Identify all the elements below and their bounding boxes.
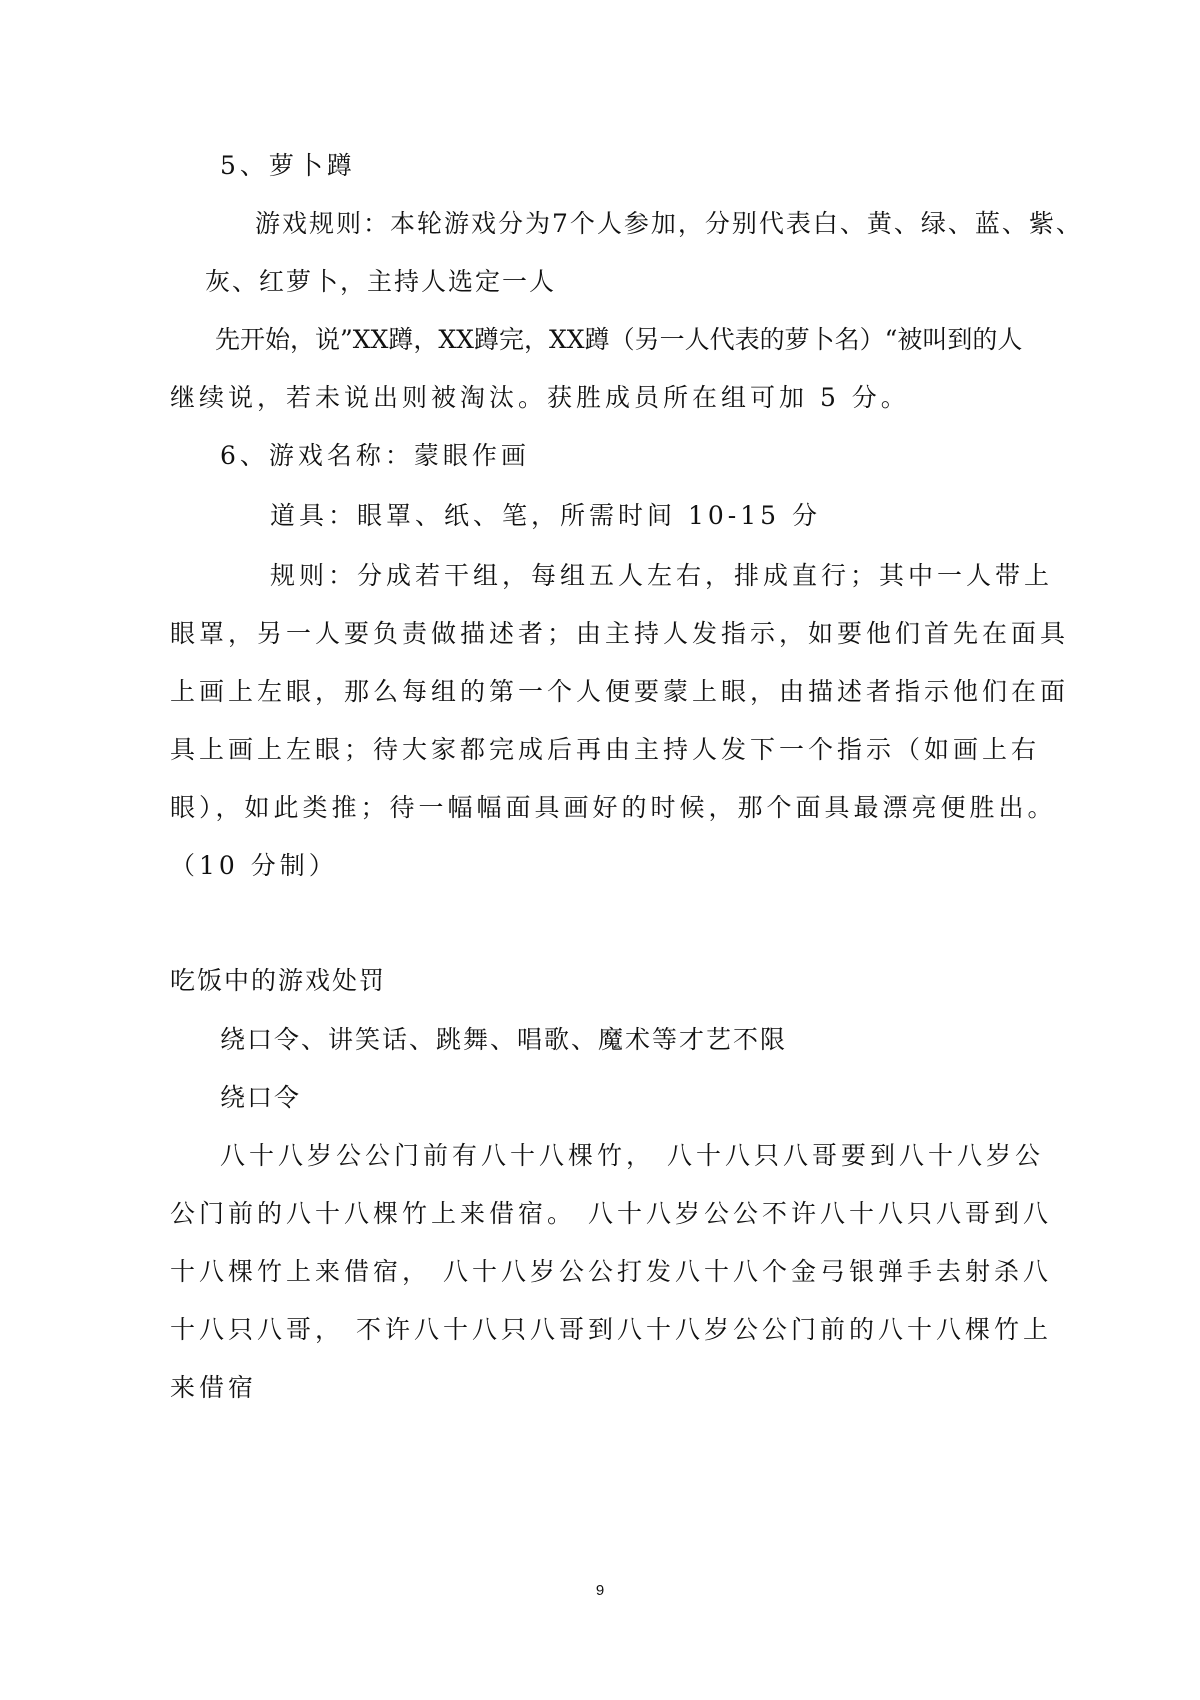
tongue-twister-line-1: 八十八岁公公门前有八十八棵竹， 八十八只八哥要到八十八岁公 (220, 1141, 1044, 1170)
penalty-heading: 吃饭中的游戏处罚 (170, 966, 387, 995)
tongue-twister-line-5: 来借宿 (170, 1373, 258, 1402)
section-6-line-1: 规则：分成若干组，每组五人左右，排成直行；其中一人带上 (270, 561, 1054, 590)
tongue-twister-line-4: 十八只八哥， 不许八十八只八哥到八十八岁公公门前的八十八棵竹上 (170, 1315, 1052, 1344)
section-5-line-2: 灰、红萝卜，主持人选定一人 (205, 267, 557, 296)
section-6-line-5: 眼），如此类推；待一幅幅面具画好的时候，那个面具最漂亮便胜出。 (170, 793, 1057, 822)
tongue-twister-heading: 绕口令 (220, 1083, 302, 1112)
section-5-line-4: 继续说，若未说出则被淘汰。获胜成员所在组可加 5 分。 (170, 383, 910, 412)
section-5-line-1: 游戏规则：本轮游戏分为7个人参加，分别代表白、黄、绿、蓝、紫、 (255, 209, 1083, 238)
section-6-heading: 6、游戏名称：蒙眼作画 (220, 441, 530, 470)
section-6-line-6: （10 分制） (170, 851, 338, 880)
penalty-intro: 绕口令、讲笑话、跳舞、唱歌、魔术等才艺不限 (220, 1025, 788, 1054)
section-5-line-3: 先开始，说”XX蹲，XX蹲完，XX蹲（另一人代表的萝卜名）“被叫到的人 (215, 325, 1023, 354)
section-6-props: 道具：眼罩、纸、笔，所需时间 10-15 分 (270, 501, 821, 530)
section-5-heading: 5、萝卜蹲 (220, 151, 356, 180)
section-6-line-3: 上画上左眼，那么每组的第一个人便要蒙上眼，由描述者指示他们在面 (170, 677, 1070, 706)
section-6-line-2: 眼罩，另一人要负责做描述者；由主持人发指示，如要他们首先在面具 (170, 619, 1070, 648)
page-number: 9 (595, 1582, 605, 1599)
tongue-twister-line-3: 十八棵竹上来借宿， 八十八岁公公打发八十八个金弓银弹手去射杀八 (170, 1257, 1052, 1286)
section-6-line-4: 具上画上左眼；待大家都完成后再由主持人发下一个指示（如画上右 (170, 735, 1041, 764)
tongue-twister-line-2: 公门前的八十八棵竹上来借宿。 八十八岁公公不许八十八只八哥到八 (170, 1199, 1052, 1228)
